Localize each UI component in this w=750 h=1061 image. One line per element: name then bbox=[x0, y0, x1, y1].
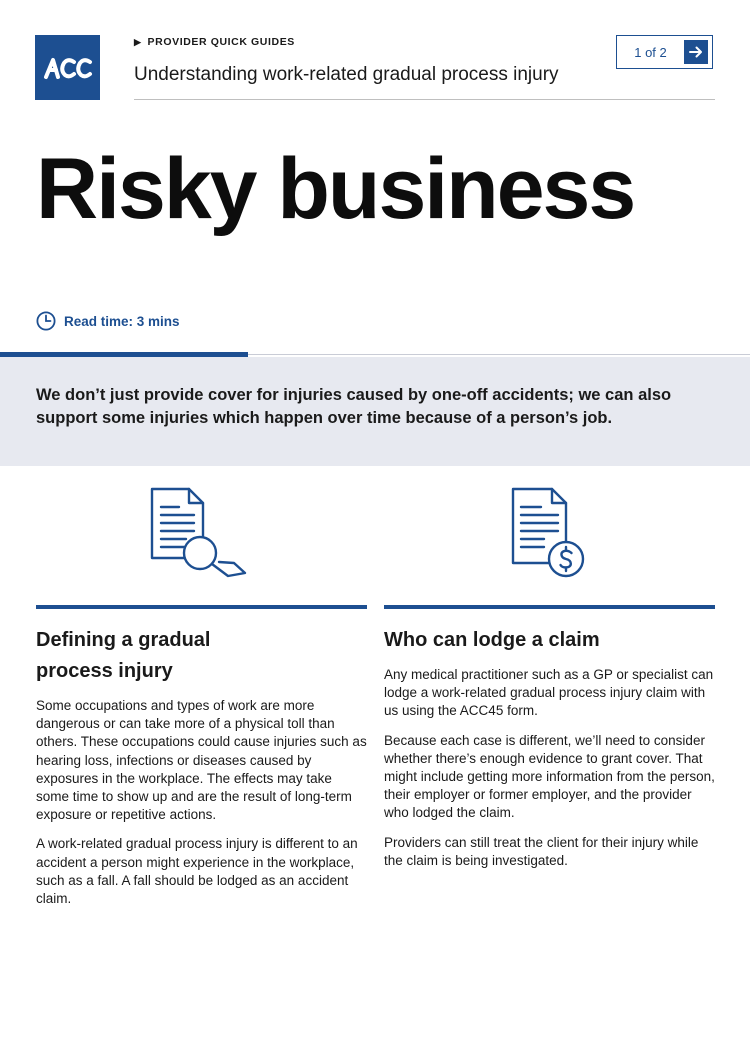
document-dollar-icon bbox=[384, 480, 715, 600]
page-pager bbox=[616, 35, 713, 69]
acc-logo bbox=[35, 35, 100, 100]
section-lodge-claim bbox=[384, 480, 715, 870]
section-heading-line1: Defining a gradual bbox=[36, 629, 211, 651]
section-rule bbox=[384, 605, 715, 609]
read-time-text: Read time: 3 mins bbox=[64, 313, 180, 329]
header-divider bbox=[134, 99, 715, 100]
series-label bbox=[134, 36, 295, 48]
page-title: Risky business bbox=[36, 141, 635, 237]
paragraph: A work-related gradual process injury is different to an accident a person might experience in the workplace, such as a fall. A fall should be lodged as an accident claim. bbox=[36, 836, 358, 907]
series-label-text: PROVIDER QUICK GUIDES bbox=[147, 36, 295, 48]
section-rule bbox=[36, 605, 367, 609]
section-heading bbox=[36, 625, 367, 687]
paragraph: Some occupations and types of work are more dangerous or can take more of a physical toll than others. These occupations could cause injuries such as hearing loss, infections or diseases caused by exposures in the workplace. The effects may take some time to show up and are the result of long-term exposure or repetitive actions. bbox=[36, 698, 367, 823]
clock-icon bbox=[36, 311, 56, 331]
acc-logo-mark bbox=[43, 56, 93, 80]
intro-text: We don’t just provide cover for injuries caused by one-off accidents; we can also support some injuries which happen over time because of a person’s job. bbox=[0, 357, 750, 466]
document-magnifier-icon bbox=[36, 480, 367, 600]
read-time bbox=[36, 311, 180, 331]
page-indicator: 1 of 2 bbox=[634, 44, 667, 60]
section-heading bbox=[384, 625, 715, 656]
page-subtitle: Understanding work-related gradual process injury bbox=[134, 64, 559, 85]
paragraph: Providers can still treat the client for their injury while the claim is being investigated. bbox=[384, 834, 699, 868]
section-defining bbox=[36, 480, 367, 908]
section-heading-line2: process injury bbox=[36, 660, 173, 682]
paragraph: Because each case is different, we’ll need to consider whether there’s enough evidence to grant cover. That might include getting more information from the person, their employer or former employer, and the provider who lodged the claim. bbox=[384, 732, 715, 821]
paragraph: Any medical practitioner such as a GP or specialist can lodge a work-related gradual process injury claim with us using the ACC45 form. bbox=[384, 667, 714, 719]
section-heading-line1: Who can lodge a claim bbox=[384, 629, 600, 651]
series-marker: ▶ bbox=[134, 37, 142, 47]
next-page-button[interactable] bbox=[684, 40, 708, 64]
arrow-right-icon bbox=[689, 46, 703, 58]
